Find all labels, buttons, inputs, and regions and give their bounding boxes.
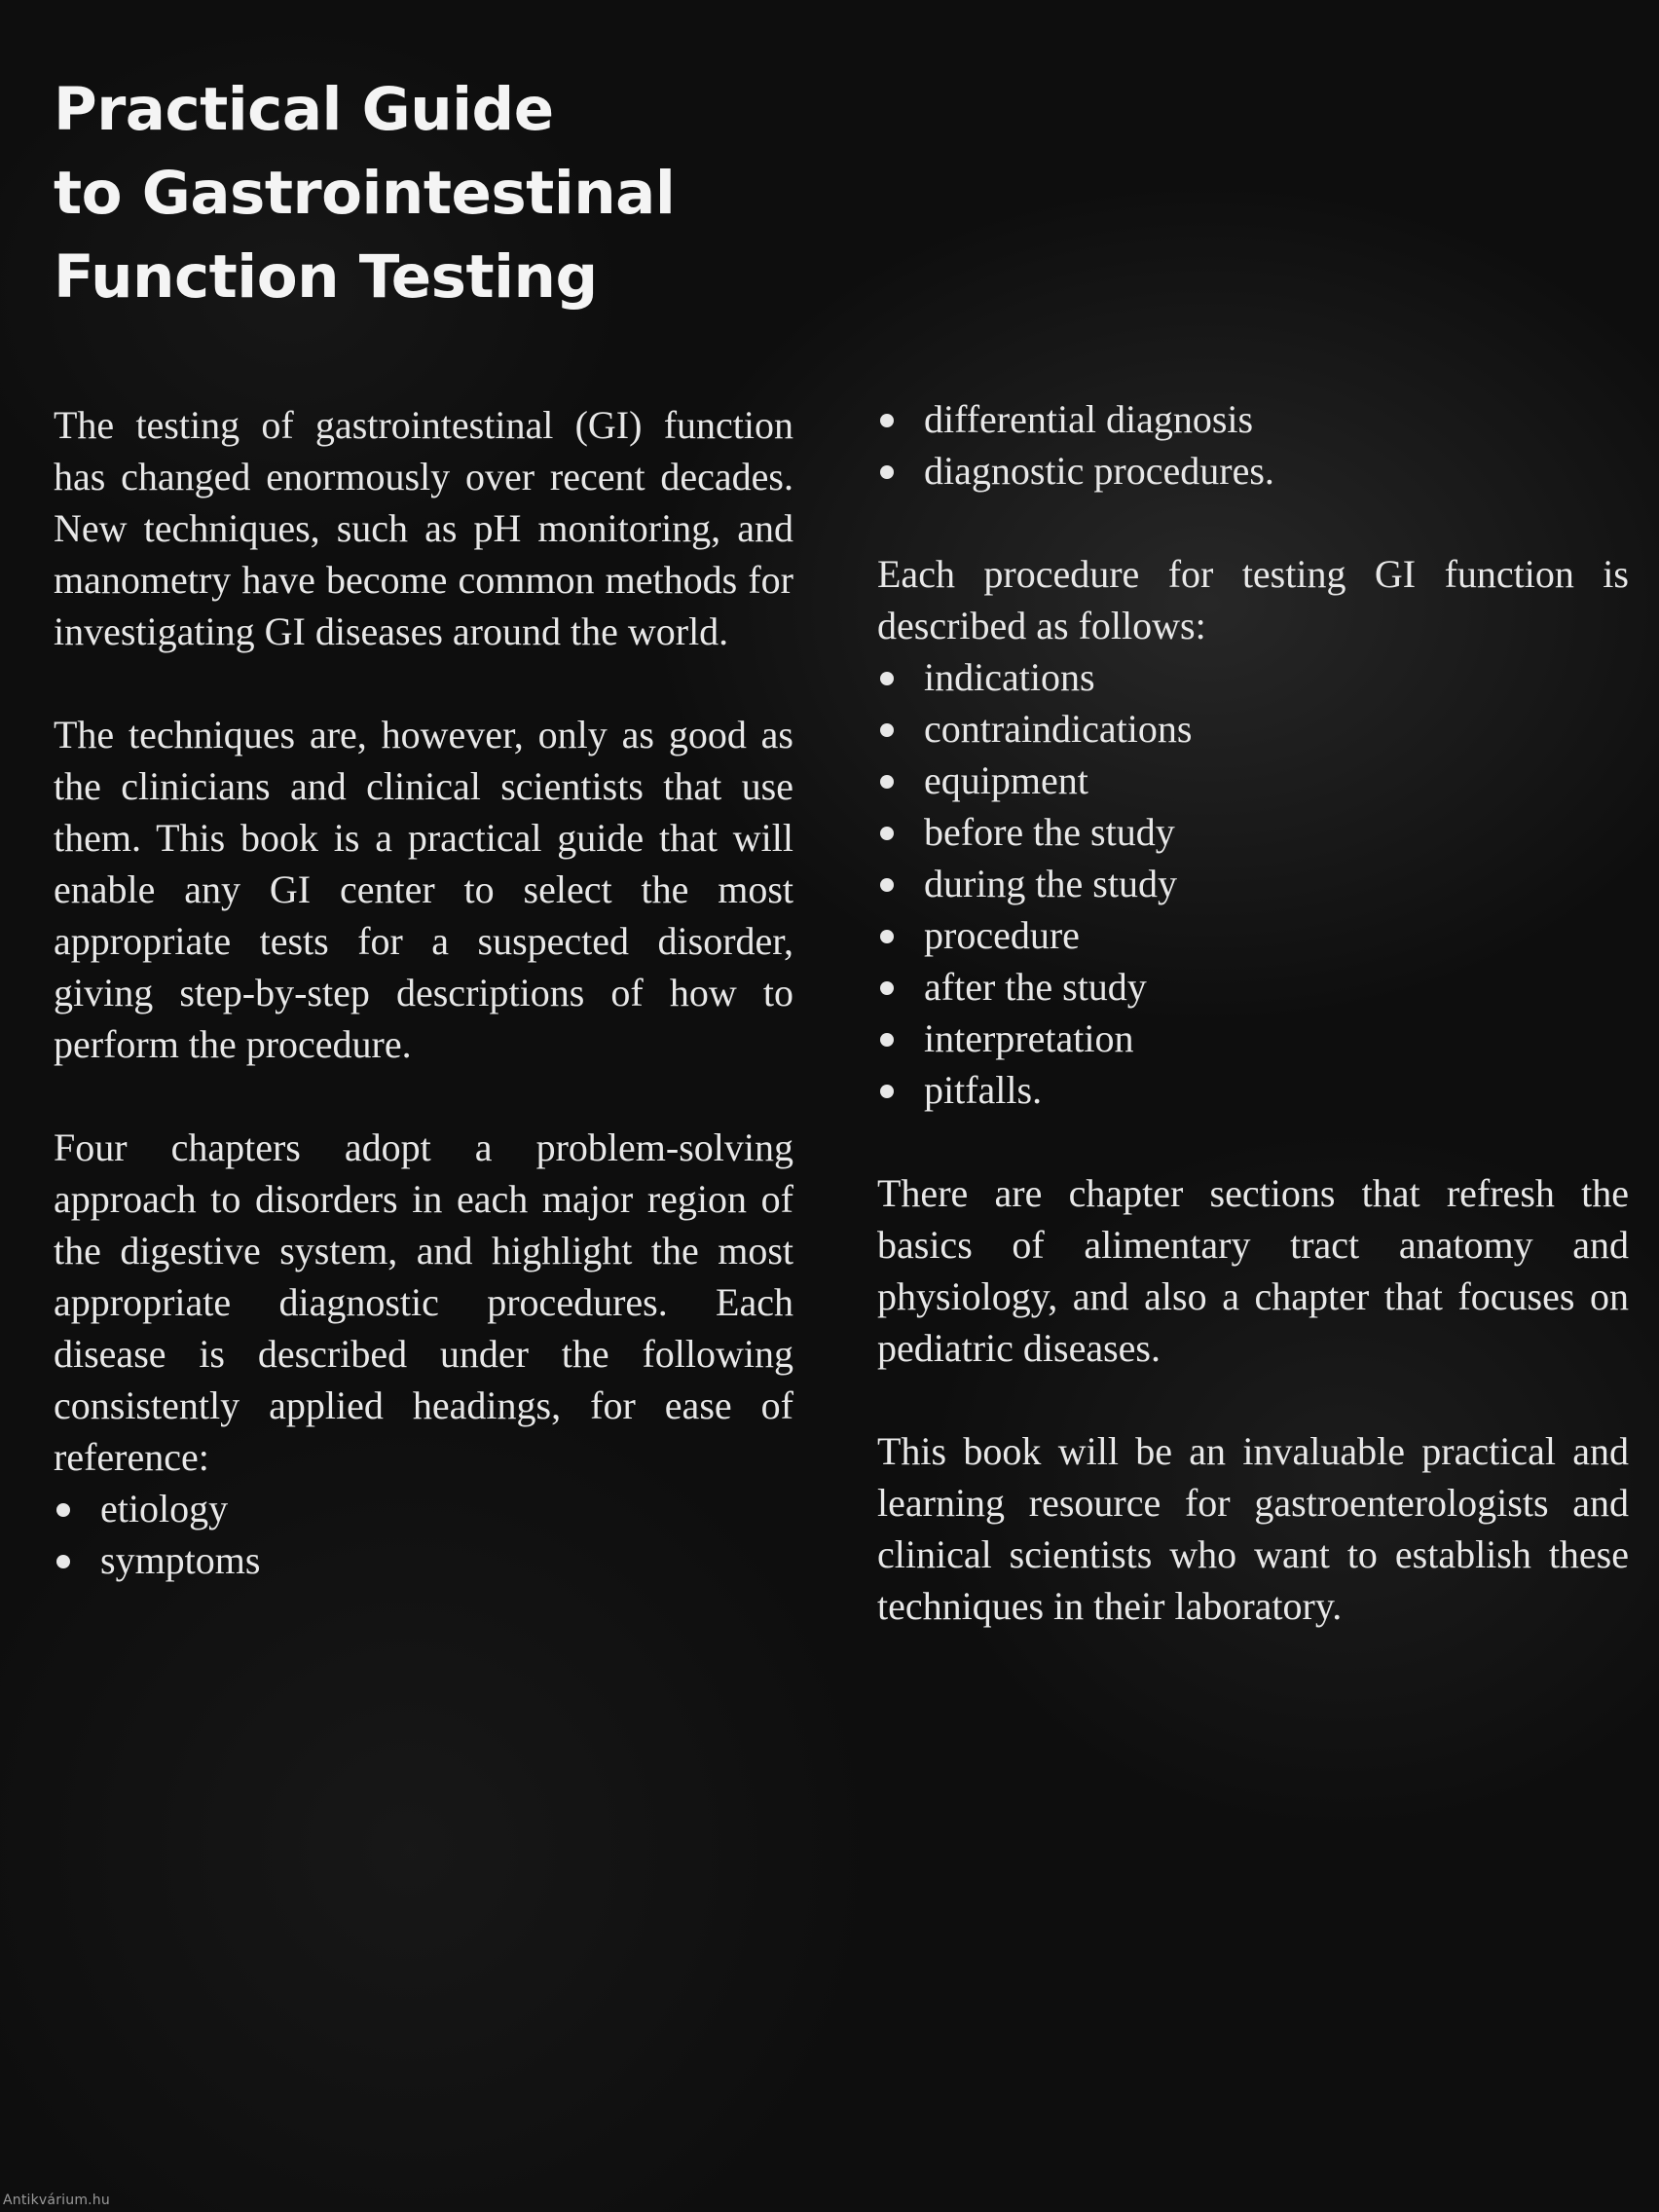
- book-title-line: Practical Guide: [54, 75, 554, 144]
- anatomy-paragraph: There are chapter sections that refresh the basics of alimentary tract anatomy and physiology, and also a chapter that focuses on pediatric diseases.: [877, 1171, 1629, 1370]
- list-item: contraindications: [877, 703, 1629, 755]
- list-item: before the study: [877, 806, 1629, 858]
- list-item: etiology: [54, 1483, 793, 1534]
- closing-paragraph: This book will be an invaluable practical and learning resource for gastroenterologists and clinical scientists who want to establish these techniques in their laboratory.: [877, 1429, 1629, 1628]
- techniques-paragraph: The techniques are, however, only as good as the clinicians and clinical scientists that use them. This book is a practical guide that will enable any GI center to select the most appropriate tests for a suspected disorder, giving step-by-step descriptions of how to perform the procedure.: [54, 713, 793, 1066]
- chapters-paragraph: Four chapters adopt a problem-solving approach to disorders in each major region of the digestive system, and highlight the most appropriate diagnostic procedures. Each disease is described under the following consistently applied headings, for ease of reference:: [54, 1125, 793, 1479]
- list-item: procedure: [877, 909, 1629, 961]
- book-title-line: Function Testing: [54, 242, 598, 312]
- procedure-intro: Each procedure for testing GI function is described as follows:: [877, 552, 1629, 647]
- list-item: equipment: [877, 755, 1629, 806]
- list-item: pitfalls.: [877, 1064, 1629, 1116]
- headings-list-continued: [877, 393, 1629, 497]
- list-item: symptoms: [54, 1534, 793, 1586]
- procedure-list: [877, 651, 1629, 1116]
- right-column: [877, 393, 1629, 1683]
- list-item: interpretation: [877, 1013, 1629, 1064]
- left-column: [54, 399, 793, 1586]
- watermark-text: Antikvárium.hu: [3, 2193, 110, 2208]
- list-item: differential diagnosis: [877, 393, 1629, 445]
- list-item: indications: [877, 651, 1629, 703]
- intro-paragraph: The testing of gastrointestinal (GI) function has changed enormously over recent decades. New techniques, such as pH monitoring, and manometry have become common methods for investigating GI diseases around the world.: [54, 403, 793, 653]
- list-item: diagnostic procedures.: [877, 445, 1629, 497]
- list-item: during the study: [877, 858, 1629, 909]
- book-title: [54, 68, 930, 319]
- headings-list: [54, 1483, 793, 1586]
- book-title-line: to Gastrointestinal: [54, 159, 676, 228]
- list-item: after the study: [877, 961, 1629, 1013]
